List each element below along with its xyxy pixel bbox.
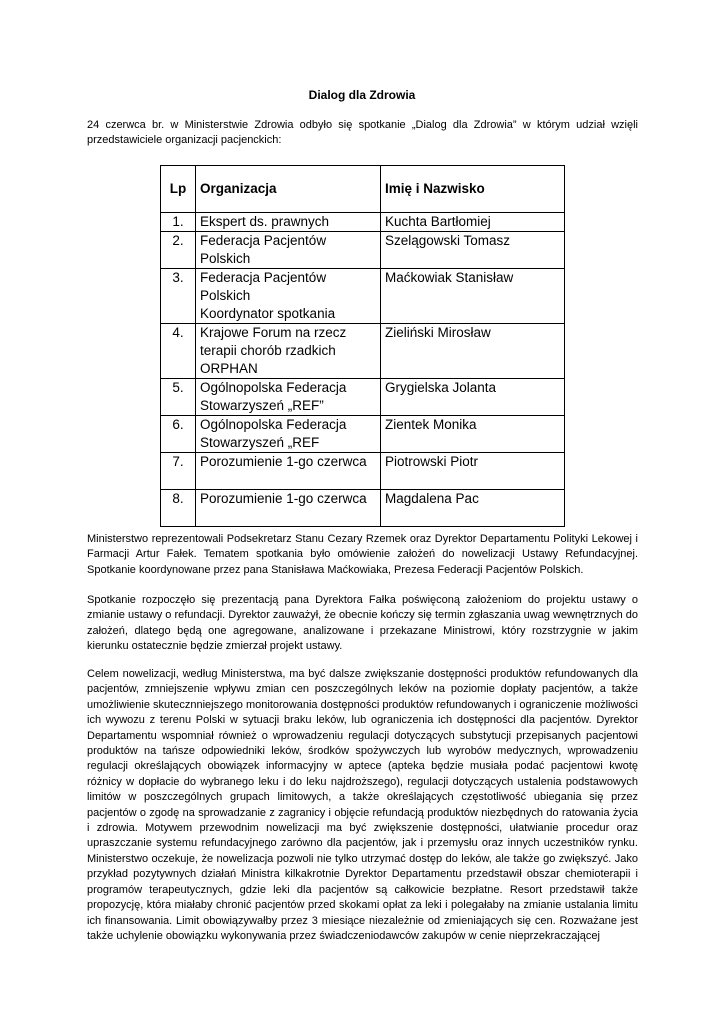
- cell-organization: Ogólnopolska Federacja Stowarzyszeń „REF: [196, 416, 381, 453]
- table-row: [161, 232, 565, 269]
- cell-lp: 7.: [161, 453, 196, 490]
- cell-lp: 5.: [161, 379, 196, 416]
- cell-organization-text: Federacja Pacjentów Polskich: [200, 270, 327, 303]
- cell-lp: 2.: [161, 232, 196, 269]
- header-organization: Organizacja: [196, 166, 381, 213]
- table-row: [161, 269, 565, 324]
- cell-name: Szelągowski Tomasz: [381, 232, 565, 269]
- header-name: Imię i Nazwisko: [381, 166, 565, 213]
- cell-lp: 1.: [161, 213, 196, 232]
- cell-organization: Porozumienie 1-go czerwca: [196, 490, 381, 527]
- cell-organization: Ogólnopolska Federacja Stowarzyszeń „REF”: [196, 379, 381, 416]
- cell-lp: 4.: [161, 324, 196, 379]
- cell-organization: Ekspert ds. prawnych: [196, 213, 381, 232]
- cell-lp: 3.: [161, 269, 196, 324]
- table-row: [161, 379, 565, 416]
- cell-name: Magdalena Pac: [381, 490, 565, 527]
- cell-lp: 6.: [161, 416, 196, 453]
- participants-table: [160, 165, 565, 527]
- table-row: [161, 416, 565, 453]
- cell-name: Zientek Monika: [381, 416, 565, 453]
- cell-organization: [196, 269, 381, 324]
- table-row: [161, 490, 565, 527]
- cell-name: Piotrowski Piotr: [381, 453, 565, 490]
- cell-name: Kuchta Bartłomiej: [381, 213, 565, 232]
- cell-name: Maćkowiak Stanisław: [381, 269, 565, 324]
- header-lp: Lp: [161, 166, 196, 213]
- cell-organization: Federacja Pacjentów Polskich: [196, 232, 381, 269]
- cell-name: Zieliński Mirosław: [381, 324, 565, 379]
- document-title: Dialog dla Zdrowia: [308, 88, 416, 102]
- body-paragraph-ministry: Ministerstwo reprezentowali Podsekretarz Stanu Cezary Rzemek oraz Dyrektor Departamentu Polityki Lekowej i Farmacji Artur Fałek. Tematem spotkania było omówienie założeń do nowelizacji Ustawy Refundacyjnej. Spotkanie koordynowane przez pana Stanisława Maćkowiaka, Prezesa Federacji Pacjentów Polskich.: [87, 533, 638, 576]
- cell-lp: 8.: [161, 490, 196, 527]
- body-paragraph-goals: Celem nowelizacji, według Ministerstwa, ma być dalsze zwiększanie dostępności produktów refundowanych dla pacjentów, zmniejszenie wpływu zmian cen poszczególnych leków na poziomie dopłaty pacjentów, a także umożliwienie skutecznniejszego monitorowania dostępności produktów refundowanych i ograniczenie możliwości ich wywozu z terenu Polski w sytuacji braku leków, lub ograniczenia ich dostępności dla pacjentów. Dyrektor Departamentu wspomniał również o wprowadzeniu regulacji dotyczących substytucji przepisanych pacjentowi produktów na tańsze odpowiedniki leków, środków spożywczych lub wyrobów medycznych, wprowadzeniu regulacji określających obowiązek informacyjny w aptece (apteka będzie musiała podać pacjentowi kwotę różnicy w dopłacie do wybranego leku i do leku najdroższego), regulacji dotyczących ustalenia podstawowych limitów w poszczególnych grupach limitowych, a także określających częstotliwość ubiegania się przez pacjentów o zgodę na sprowadzanie z zagranicy i objęcie refundacją produktów niezbędnych do ratowania życia i zdrowia. Motywem przewodnim nowelizacji ma być zwiększenie dostępności, ułatwianie procedur oraz upraszczanie systemu refundacyjnego zarówno dla pacjentów, jak i przemysłu oraz innych uczestników rynku. Ministerstwo oczekuje, że nowelizacja pozwoli nie tylko utrzymać dostęp do leków, ale także go zwiększyć. Jako przykład pozytywnych działań Ministra kilkakrotnie Dyrektor Departamentu przedstawił obszar chemioterapii i programów terapeutycznych, gdzie leki dla pacjentów są całkowicie bezpłatne. Resort przedstawił także propozycję, która miałaby chronić pacjentów przed skokami opłat za leki i polegałaby na zmianie ustalania limitu ich finansowania. Limit obowiązywałby przez 3 miesiące niezależnie od zmieniających się cen. Rozważane jest także uchylenie obowiązku wykonywania przez świadczeniodawców zakupów w cenie nieprzekraczającej: [87, 668, 638, 942]
- cell-name: Grygielska Jolanta: [381, 379, 565, 416]
- table-row: [161, 324, 565, 379]
- intro-paragraph: 24 czerwca br. w Ministerstwie Zdrowia odbyło się spotkanie „Dialog dla Zdrowia” w którym udział wzięli przedstawiciele organizacji pacjenckich:: [87, 119, 638, 146]
- body-paragraph-presentation: Spotkanie rozpoczęło się prezentacją pana Dyrektora Fałka poświęconą założeniom do projektu ustawy o zmianie ustawy o refundacji. Dyrektor zauważył, że obecnie kończy się termin zgłaszania uwag wewnętrznych do założeń, dlatego będą one agregowane, analizowane i przekazane Ministrowi, który rozstrzygnie w jakim kierunku ostatecznie będzie zmierzał projekt ustawy.: [87, 594, 638, 653]
- cell-organization: Krajowe Forum na rzecz terapii chorób rzadkich ORPHAN: [196, 324, 381, 379]
- table-header-row: [161, 166, 565, 213]
- cell-organization-note: Koordynator spotkania: [200, 306, 336, 321]
- table-row: [161, 453, 565, 490]
- table-row: [161, 213, 565, 232]
- cell-organization: Porozumienie 1-go czerwca: [196, 453, 381, 490]
